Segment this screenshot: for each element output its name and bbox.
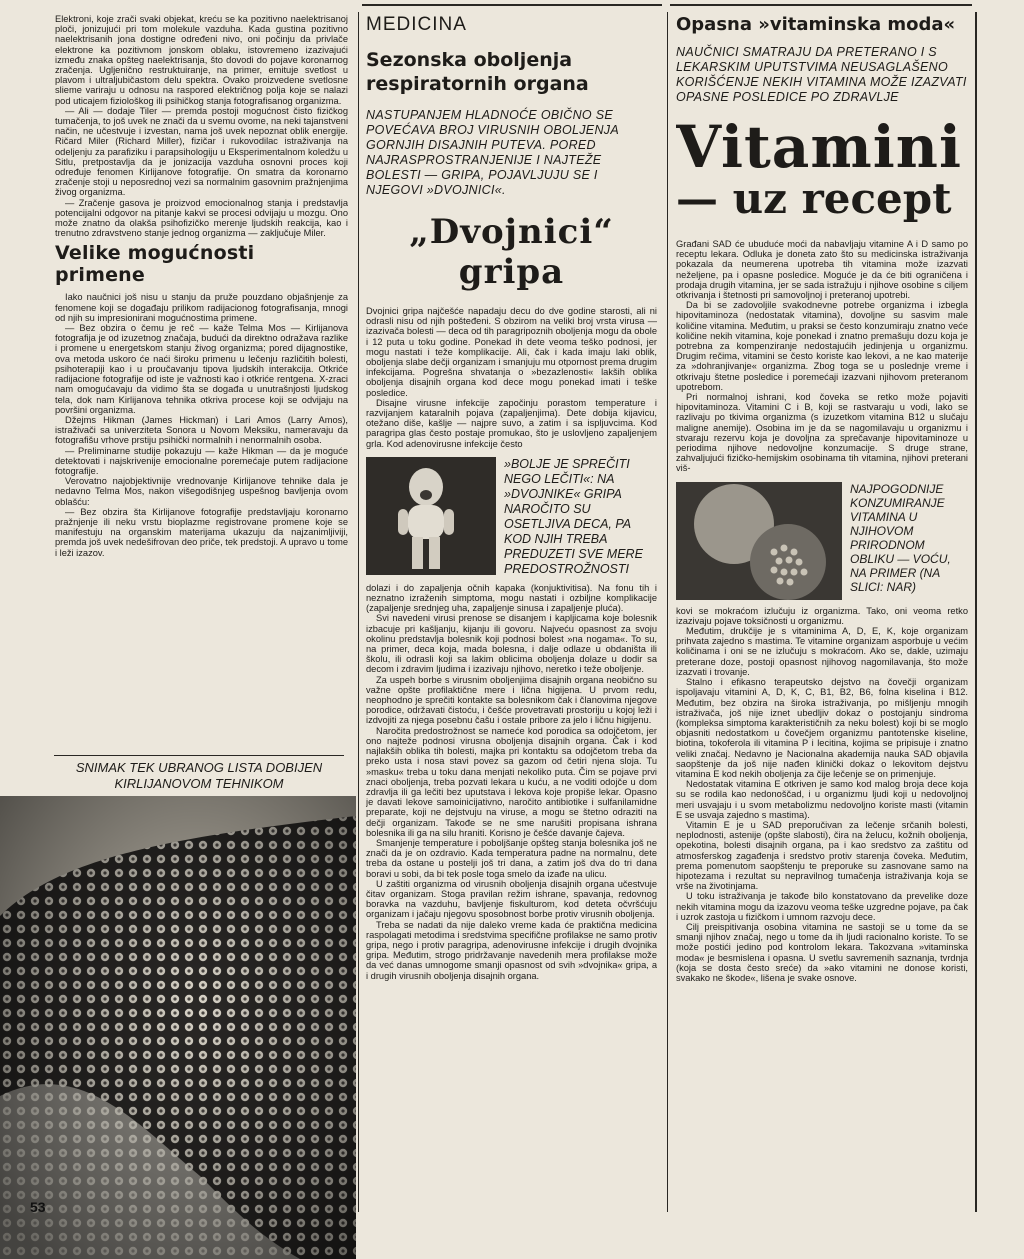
paragraph: U zaštiti organizma od virusnih oboljenja disajnih organa učestvuje čitav organizam. Stoga pravilan režim ishrane, spavanja, redovnog boravka na vazduhu, bavljenje fiskulturom, kod deteta očvršćuju organizam i jačaju njegovu sposobnost borbe protiv virusnih oboljenja.	[366, 878, 657, 920]
top-rule	[362, 4, 662, 6]
paragraph: — Bez obzira šta Kirlijanove fotografije predstavljaju koronarno pražnjenje ili neku vrstu bioplazme registrovane promene koje se manifestuju na organskim materijama ukazuju da najzanimljiviji, premda još uvek nedešifrovan deo priče, tek predstoji. A upravo u tome i leži izazov.	[55, 506, 348, 558]
paragraph: Iako naučnici još nisu u stanju da pruže pouzdano objašnjenje za fenomene koji se događaju prilikom radijacionog fotografisanja, mnogi od njih su impresionirani mogućnostima primene.	[55, 292, 348, 323]
paragraph: kovi se mokraćom izlučuju iz organizma. Tako, oni veoma retko izazivaju pojave toksičnosti u organizmu.	[676, 605, 968, 626]
paragraph: — Preliminarne studije pokazuju — kaže Hikman — da je moguće detektovati i najskrivenije emocionalne poremećaje putem radijacione fotografije.	[55, 445, 348, 476]
paragraph: U toku istraživanja je takođe bilo konstatovano da prevelike doze nekih vitamina mogu da izazovu veoma teške uzgredne pojave, pa čak i uzrok zastoja u fizičkom i umnom razvoju dece.	[676, 891, 968, 922]
paragraph: Građani SAD će ubuduće moći da nabavljaju vitamine A i D samo po receptu lekara. Odluka je doneta zato što su medicinska istraživanja pokazala da neumerena upotreba tih vitamina može izazvati neželjene, pa i opasne posledice. Moguće je da će biti ograničena i prodaja drugih vitamina, jer se sada istražuju i njihove osobine s ciljem otkrivanja i štetnosti pri samovoljnoj i preteranoj upotrebi.	[676, 239, 968, 301]
article-title: Sezonska oboljenja respiratornih organa	[366, 49, 589, 95]
paragraph: Džejms Hikman (James Hickman) i Lari Amos (Larry Amos), istraživači sa univerziteta Sonora u Novom Meksiku, nameravaju da fotografišu vrhove prstiju psihički normalnih i nenormalnih osoba.	[55, 414, 348, 446]
paragraph: Za uspeh borbe s virusnim oboljenjima disajnih organa neobično su važne opšte profilaktične mere i lična higijena. U prvom redu, neophodno je sprečiti kontakte sa bolesnikom čak i članovima njegove porodice, održavati čistoću, i češće provetravati prostoriju u kojoj leži i izdvojiti za njega posebnu čašu i ostale pribore za jelo i ličnu higijenu.	[366, 674, 657, 726]
paragraph: Vitamin E je u SAD preporučivan za lečenje srčanih bolesti, neplodnosti, astenije (opšte slabosti), čira na želucu, kožnih oboljenja, opekotina, bolesti disajnih organa, pa i kao sredstvo za zaštitu od atmosferskog zagađenja i sredstvo protiv starenja čoveka. Međutim, prema pomenutom saopštenju te preporuke su zasnovane samo na hipotezama i rezultat su nepravilnog tumačenja istraživanja koja se vrše na životinjama.	[676, 819, 968, 892]
paragraph: dolazi i do zapaljenja očnih kapaka (konjuktivitisa). Na fonu tih i neznatno izraženih simptoma, mogu nastati i ozbiljne komplikacije (zapaljenje srednjeg uha, zapaljenje sinusa i zapaljenje pluća).	[366, 582, 657, 614]
paragraph: Verovatno najobjektivnije vrednovanje Kirlijanove tehnike dala je nedavno Telma Mos, nakon višegodišnjeg uspešnog bavljenja ovom oblašću:	[55, 476, 348, 507]
page-number: 53	[30, 1199, 46, 1215]
paragraph: — Zračenje gasova je proizvod emocionalnog stanja i predstavlja potencijalni odgovor na pitanje kakvi se procesi odvijaju u mozgu. Ono može znatno da olakša psihofizičko merenje ljudskih reakcija, kao i trenutno zdravstveno stanje jednog organizma — zaključuje Miler.	[55, 197, 348, 239]
paragraph: — Ali — dodaje Tiler — premda postoji mogućnost čisto fizičkog tumačenja, to još uvek ne znači da u svemu ovome, na neki tajanstveni način, ne učestvuje i izvestan, nama još uvek nepoznat oblik energije. Ričard Miler (Richard Miller), fizičar i rukovodilac istraživanja na odeljenju za parafiziku i parapsihologiju u Eksperimentalnom koledžu u Sitlu, pretpostavlja da je jonizacija vazduha osnovni proces koji određuje fenomen Kirlijanove fotografije. On smatra da koronarno zračenje stoji u neposrednoj vezi sa normalnim gasovnim pražnjenjima živog organizma.	[55, 105, 348, 198]
photo-block	[676, 482, 968, 600]
paragraph: Disajne virusne infekcije započinju porastom temperature i razvijanjem kataralnih pojava (zapaljenjima). Dete dobija kijavicu, otežano diše, kašlje — najpre suvo, a zatim i sa ispljuvcima. Kod paragripa glas često postaje promukao, što je uslovljeno zapaljenjem grla. Kod adenovirusne infekcije često	[366, 397, 657, 449]
paragraph: Svi navedeni virusi prenose se disanjem i kapljicama koje bolesnik izbacuje pri kašljanju, kijanju ili govoru. Najveću opasnost za svoju okolinu predstavlja bolesnik koji podnosi bolest »na nogama«. To su, na primer, deca koja, mada bolesna, i dalje odlaze u obdaništa ili školu, ili odrasli koji sa lakim oblicima oboljenja dolaze u dodir sa decom i zdravim ljudima i izazivaju njihovo, neretko i teže oboljenje.	[366, 613, 657, 675]
kirlian-leaf-photo	[0, 796, 356, 1259]
paragraph: Treba se nadati da nije daleko vreme kada će praktična medicina raspolagati metodima i sredstvima specifične profilakse ne samo protiv gripa, nego i protiv paragripa, adenovirusne infekcije i drugih dvojnika gripa. Međutim, strogo pridržavanje navedenih mera profilakse može da već danas umnogome smanji opasnost od svih »dvojnika« gripa, a i drugih virusnih oboljenja disajnih organa.	[366, 919, 657, 981]
article-deck: NASTUPANJEM HLADNOĆE OBIČNO SE POVEĆAVA BROJ VIRUSNIH OBOLJENJA GORNJIH DISAJNIH PUTEVA. PORED NAJRASPROSTRANJENIJE I NAJTEŽE BOLESTI — GRIPA, POJAVLJUJU SE I NJEGOVI »DVOJNICI«.	[366, 108, 619, 197]
medicine-article	[366, 14, 657, 1204]
photo-block	[366, 457, 657, 577]
vitamin-article	[676, 14, 968, 1204]
headline-secondary: — uz recept	[676, 174, 952, 223]
subheading: Velike mogućnosti primene	[55, 242, 255, 287]
headline-main: Vitamini	[676, 113, 962, 181]
paragraph: Dvojnici gripa najčešće napadaju decu do dve godine starosti, ali ni odrasli nisu od njih pošteđeni. S obzirom na veliki broj vrsta virusa — izazivača bolesti — deca od tih paragripoznih oboljenja mogu da obole i 12 puta u toku godine. Ponekad ih dete veoma teško podnosi, jer mogu nastati i teže komplikacije. Ali, čak i kada imaju laki oblik, oboljenja slabe dečji organizam i smanjuju mu otpornost prema drugim infekcijama. Pogrešna shvatanja o »bezazlenosti« lakših oblika oboljenja disajnih organa kod dece mogu ponekad imati i teške posledice.	[366, 306, 657, 398]
paragraph: Pri normalnoj ishrani, kod čoveka se retko može pojaviti hipovitaminoza. Vitamini C i B, koji se rastvaraju u vodi, lako se razlivaju po tkivima organizma (s izuzetkom vitamina B12 u slučaju maligne anemije). Osobina im je da se nagomilavaju u organizmu i stvaraju rezervu koja je dovoljna za sprečavanje hipovitaminoze u periodima njihove nedovoljne konzumacije. S druge strane, zahvaljujući fizičko-hemijskim osobinama tih vitamina, njihovi preterani viš-	[676, 392, 968, 474]
paragraph: Stalno i efikasno terapeutsko dejstvo na čovečji organizam ispoljavaju vitamini A, D, K, C, B1, B2, B6, folna kiselina i B12. Međutim, bez obzira na široka istraživanja, po mišljenju mnogih istraživača, još nije iznet ubedljiv dokaz o postojanju sindroma (kompleksa simptoma karakterističnih za neku bolest) koji bi se moglo objasniti nedostatkom u čovečjem organizmu pantotenske kiseline, biotina, tokoferola ili vitamina P i lecitina, kojima se pripisuje i znatno veliki značaj. Nedavno je Nacionalna akademija nauka SAD objavila saopštenje da još nije nađen klinički dokaz o lekovitom dejstvu vitamina E kod nekih oboljenja za čije lečenje se on primenjuje.	[676, 677, 968, 779]
column-rule	[667, 12, 668, 1212]
intro-text	[55, 14, 348, 238]
column-rule	[975, 12, 977, 1212]
fruit-photo-caption: NAJPOGODNIJE KONZUMIRANJE VITAMINA U NJIHOVOM PRIRODNOM OBLIKU — VOĆU, NA PRIMER (NA SLICI: NAR)	[850, 481, 951, 594]
leaf-photo-caption: SNIMAK TEK UBRANOG LISTA DOBIJEN KIRLIJANOVOM TEHNIKOM	[54, 755, 344, 792]
body-text	[55, 292, 348, 557]
article-title: Opasna »vitaminska moda«	[676, 14, 956, 35]
paragraph: Cilj preispitivanja osobina vitamina ne sastoji se u tome da se smanji njihov značaj, nego u tome da ih ljudi racionalno koriste. To se može postići jedino pod kontrolom lekara. Takozvana »vitaminska moda« je besmislena i opasna. U svetlu savremenih saznanja, tvrdnja (koja se dosta često sreće) da »ako vitamini ne donose koristi, svakako ne škode«, lišena je svake osnove.	[676, 921, 968, 983]
kirlian-article	[55, 14, 348, 784]
pomegranate-photo	[676, 482, 842, 600]
headline: „Dvojnici“ gripa	[409, 212, 614, 292]
child-photo-caption: »BOLJE JE SPREČITI NEGO LEČITI«: NA »DVOJNIKE« GRIPA NAROČITO SU OSETLJIVA DECA, PA KOD NJIH TREBA PREDUZETI SVE MERE PREDOSTROŽNOSTI	[504, 456, 643, 576]
crying-child-photo	[366, 457, 496, 575]
paragraph: Međutim, drukčije je s vitaminima A, D, E, K, koje organizam prihvata zajedno s mastima. Te vitamine organizam asporbuje u većim količinama i oni se ne izlučuju s mokraćom. Ako se, dakle, uzimaju preterane doze, postoji opasnost njihovog nagomilavanja, što može izazvati i trovanje.	[676, 626, 968, 677]
paragraph: Smanjenje temperature i poboljšanje opšteg stanja bolesnika još ne znači da je on ozdravio. Kada temperatura padne na normalnu, dete treba da ostane u postelji još tri dana, a zatim još dva do tri dana boravi u sobi, da bi tek posle toga smelo da izađe na ulicu.	[366, 837, 657, 879]
column-rule	[358, 12, 359, 1212]
paragraph: Elektroni, koje zrači svaki objekat, kreću se ka pozitivno naelektrisanoj ploči, jonizujući pri tom molekule vazduha. Kada gustina pozitivno naelektrisanih jona dostigne određeni nivo, oni počinju da privlače elektrone ka pozitivnom jonskom oblaku, istovremeno izazivajući između znaka opšteg naelektrisanja, što dovodi do pojave koronarnog zračenja. Ugljenično restruktuiranje, na primer, emituje svetlost u plavom i ultraljubičastom delu spektra. Ovako proizvedene svetlosne slieme variraju u odnosu na raspored električnog polja koje se nalazi pod uticajem fiziološkog ili psihičkog stanja fotografisanog organizma.	[55, 14, 348, 106]
paragraph: — Bez obzira o čemu je reč — kaže Telma Mos — Kirlijanova fotografija je od izuzetnog značaja, budući da direktno odražava razlike i promene u energetskom stanju živog organizma; pored dijagnostike, ova metoda uskoro će naći široku primenu u lečenju različitih bolesti, psihoterapiji kao i u proučavanju tipova ljudskih interakcija. Otkriće radijacione fotografije od iste je važnosti kao i otkriće rentgena. X-zraci nam omogućavaju da vidimo šta se događa u unutrašnjosti ljudskog tela, dok nam Kirlijanova tehnika otkriva procese koji se odvijaju na površini organizma.	[55, 323, 348, 415]
section-label: MEDICINA	[366, 14, 467, 35]
paragraph: Da bi se zadovoljile svakodnevne potrebe organizma i izbegla hipovitaminoza (nedostatak vitamina), dovoljne su sasvim male količine vitamina. Međutim, u praksi se često konzumiraju znatno veće količine nekih vitamina, koje ponekad i znatno premašuju dozu koja je potrebna za kompenziranje nedostajućih jedinjenja u organizmu. Drugim rečima, vitamini se često koriste kao lekovi, a ne kao materije za »dohranjivanje« organizma. Zbog toga se u poslednje vreme i otkrivaju štetne posledice i poremećaji izazvani njihovom preteranom upotrebom.	[676, 300, 968, 392]
article-deck: NAUČNICI SMATRAJU DA PRETERANO I S LEKARSKIM UPUTSTVIMA NEUSAGLAŠENO KORIŠĆENJE NEKIH VITAMINA MOŽE IZAZVATI OPASNE POSLEDICE PO ZDRAVLJE	[676, 45, 967, 104]
paragraph: Nedostatak vitamina E otkriven je samo kod malog broja dece koja su se rodila kao nedonoščad, i u organizmu ljudi koji u nedovoljnoj meri usvajaju i u svom metabolizmu nedovoljno koriste masti (vitamin E se usvaja zajedno s mastima).	[676, 779, 968, 820]
paragraph: Naročita predostrožnost se nameće kod porodica sa odojčetom, jer ono najteže podnosi virusna oboljenja disajnih organa. Čak i kod najlakših oblika tih bolesti, majka pri kontaktu sa odojčetom treba da preko usta i nosa stavi povez sa gazom od četiri njena sloja. Tu »masku« treba u toku dana menjati nekoliko puta. Čim se pojave prvi znaci oboljenja, treba pozvati lekara u kuću, a ne voditi odojče u dom zdravlja ili ga lečiti bez uputstava i lekova koje propiše lekar. Opasno je davati lekove samoinicijativno, naročito antibiotike i sulfanilamidne preparate, koji ne dejstvuju na viruse, a mogu se štetno odraziti na dečji organizam. Takođe se ne sme narušiti propisana ishrana bolesnika ili ga na silu hraniti. Korisno je češće davanje čajeva.	[366, 725, 657, 838]
top-rule	[670, 4, 972, 6]
